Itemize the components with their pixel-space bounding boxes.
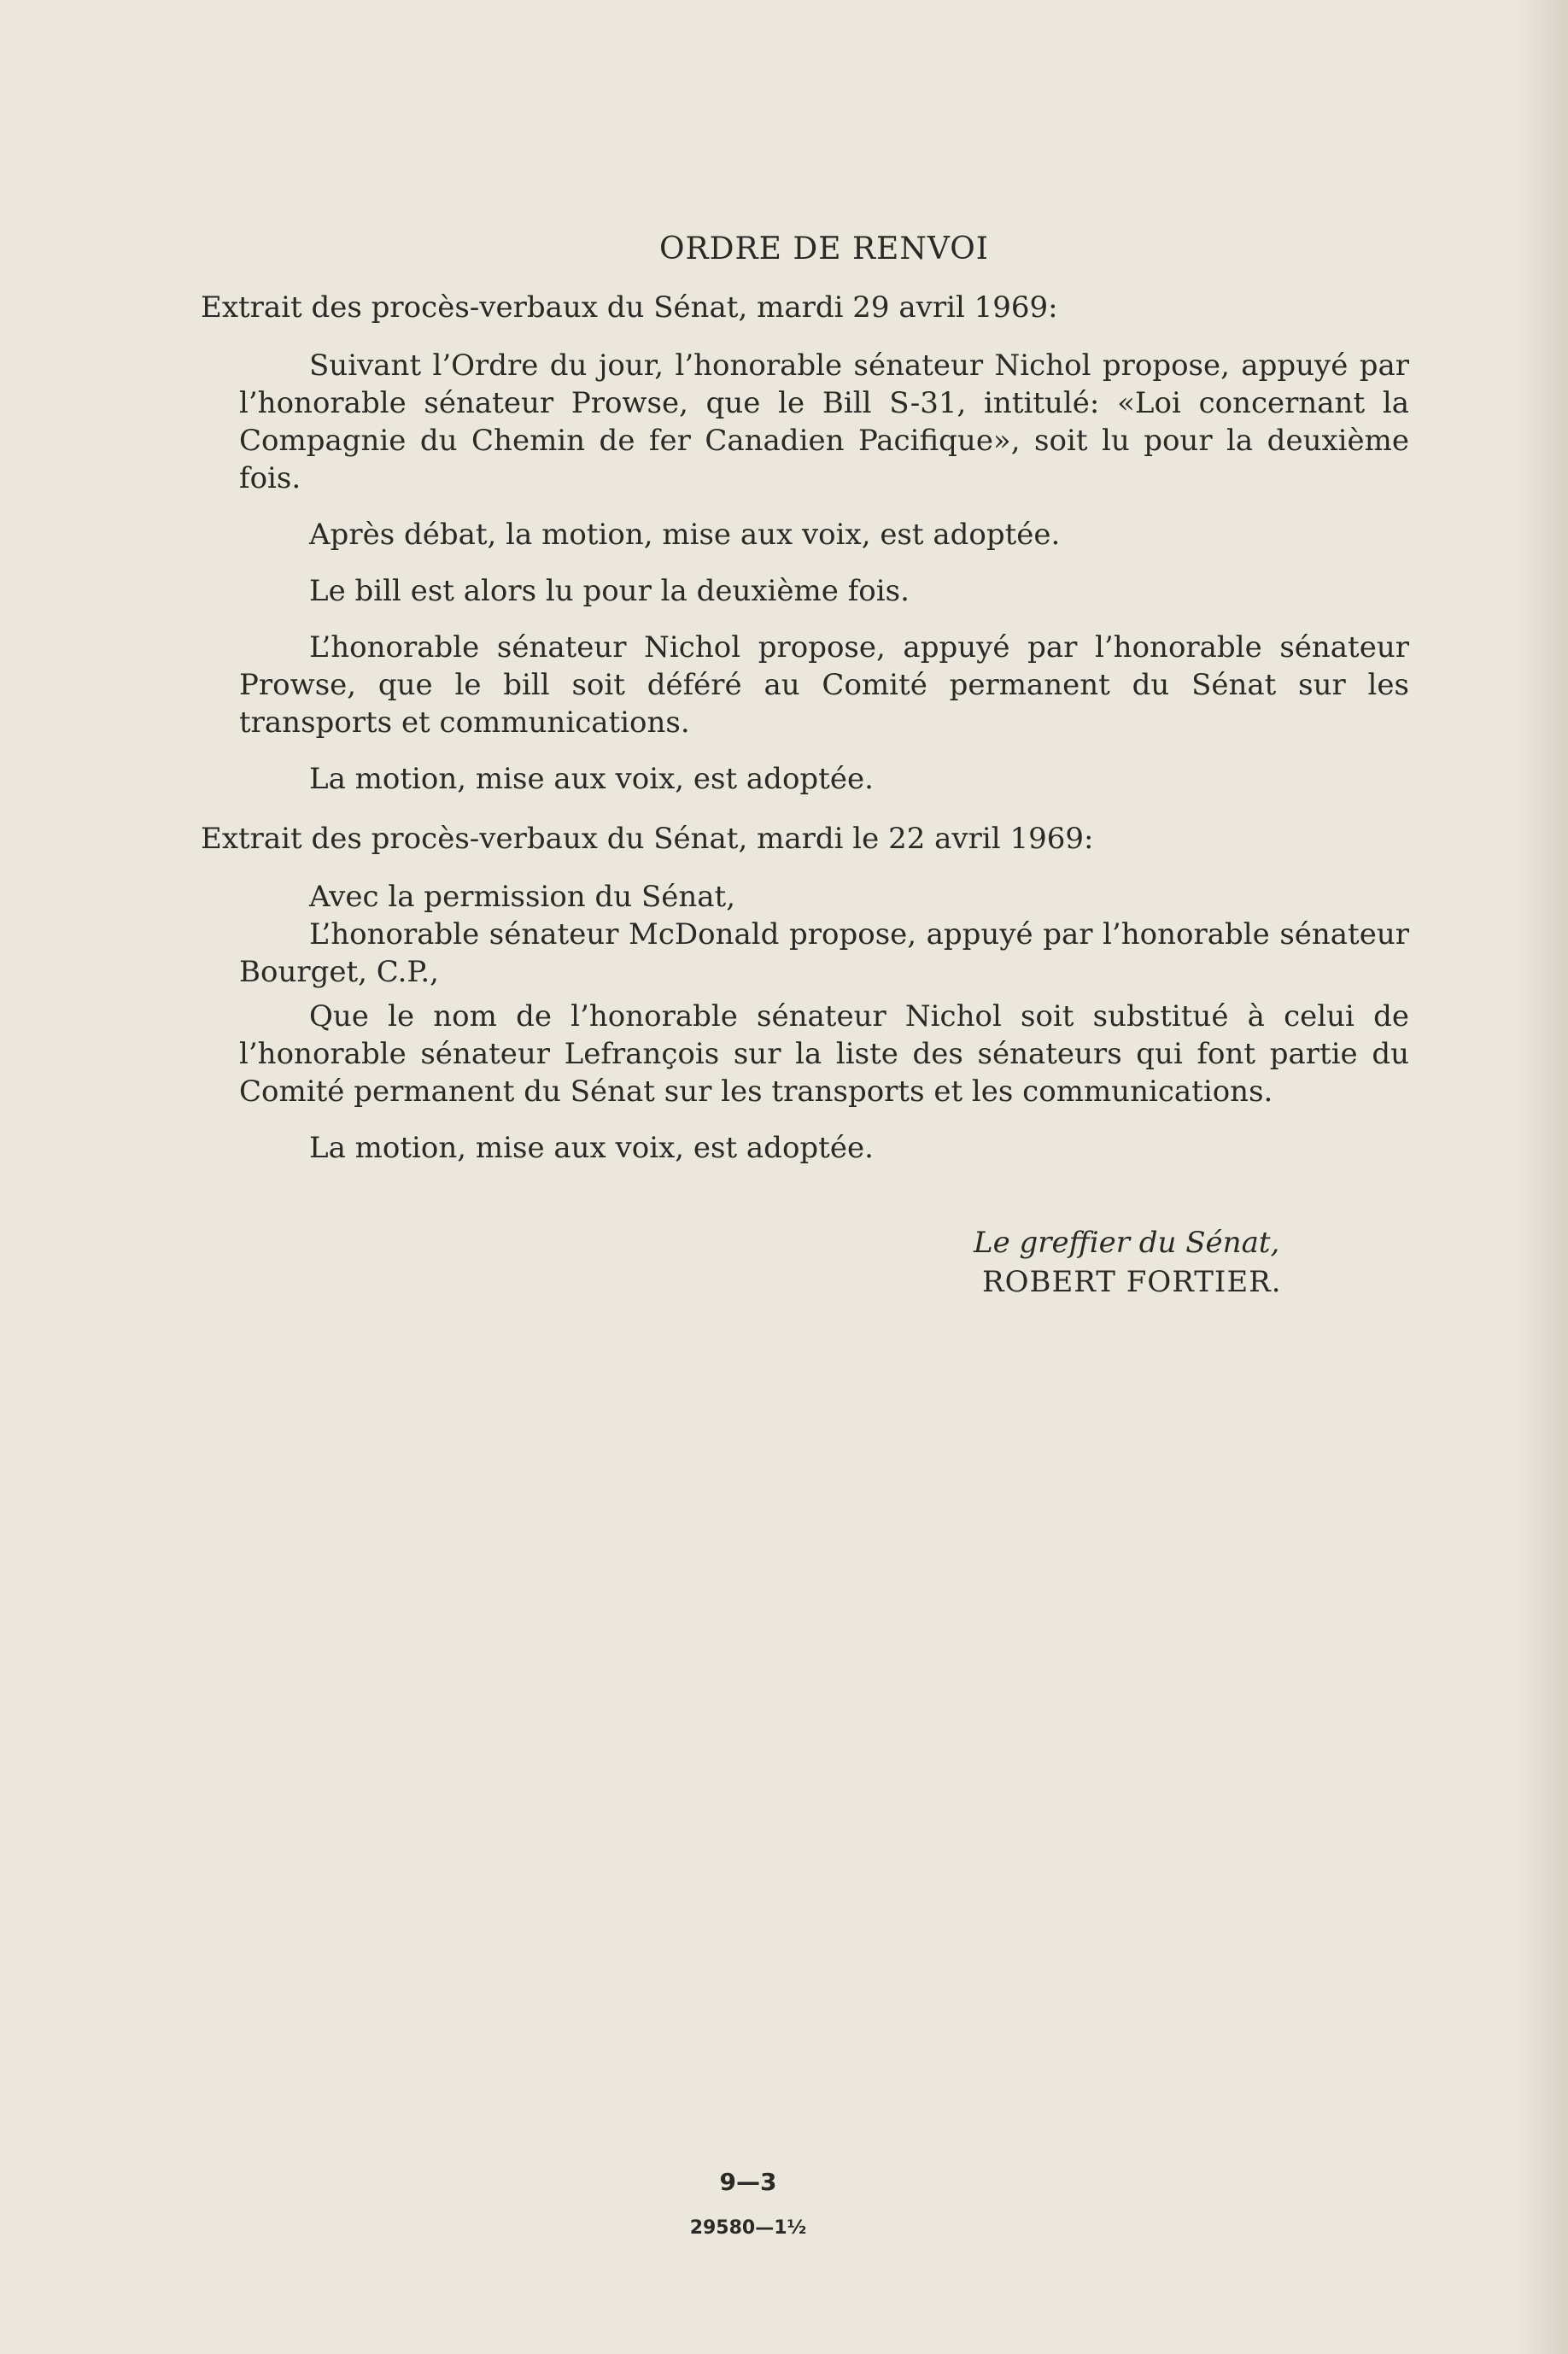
section-2-paragraph-4: La motion, mise aux voix, est adoptée. xyxy=(309,1131,874,1165)
section-1-paragraph-5: La motion, mise aux voix, est adoptée. xyxy=(309,762,874,796)
signature-block xyxy=(974,1223,1282,1302)
section-2-paragraph-3: Que le nom de l’honorable sénateur Nichol soit substitué à celui de l’honorable sénateur Lefrançois sur la liste des sénateurs qui font partie du Comité permanent du Sénat sur les transports et les communications. xyxy=(239,999,1409,1109)
section-1-paragraph-3: Le bill est alors lu pour la deuxième fois. xyxy=(309,574,910,608)
page-edge-shadow xyxy=(1517,0,1568,2354)
section-2-paragraph-2: L’honorable sénateur McDonald propose, appuyé par l’honorable sénateur Bourget, C.P., xyxy=(239,917,1409,989)
section-1-paragraph-2: Après débat, la motion, mise aux voix, est adoptée. xyxy=(309,518,1061,552)
print-code: 29580—1½ xyxy=(689,2217,807,2239)
document-body xyxy=(201,231,1409,1186)
section-1-paragraph-1: Suivant l’Ordre du jour, l’honorable sénateur Nichol propose, appuyé par l’honorable sénateur Prowse, que le Bill S-31, intitulé: «Loi concernant la Compagnie du Chemin de fer Canadien Pacifique», soit lu pour la deuxième fois. xyxy=(239,348,1409,495)
section-1-paragraph-4: L’honorable sénateur Nichol propose, appuyé par l’honorable sénateur Prowse, que le bill soit déféré au Comité permanent du Sénat sur les transports et communications. xyxy=(239,630,1409,740)
section-1-heading: Extrait des procès-verbaux du Sénat, mardi 29 avril 1969: xyxy=(201,290,1058,325)
signature-name: ROBERT FORTIER. xyxy=(982,1265,1282,1299)
page-number: 9—3 xyxy=(719,2168,777,2196)
document-title: ORDRE DE RENVOI xyxy=(659,231,989,266)
section-2-paragraph-1: Avec la permission du Sénat, xyxy=(309,880,736,914)
signature-role: Le greffier du Sénat, xyxy=(974,1226,1280,1260)
section-2-heading: Extrait des procès-verbaux du Sénat, mardi le 22 avril 1969: xyxy=(201,822,1094,856)
